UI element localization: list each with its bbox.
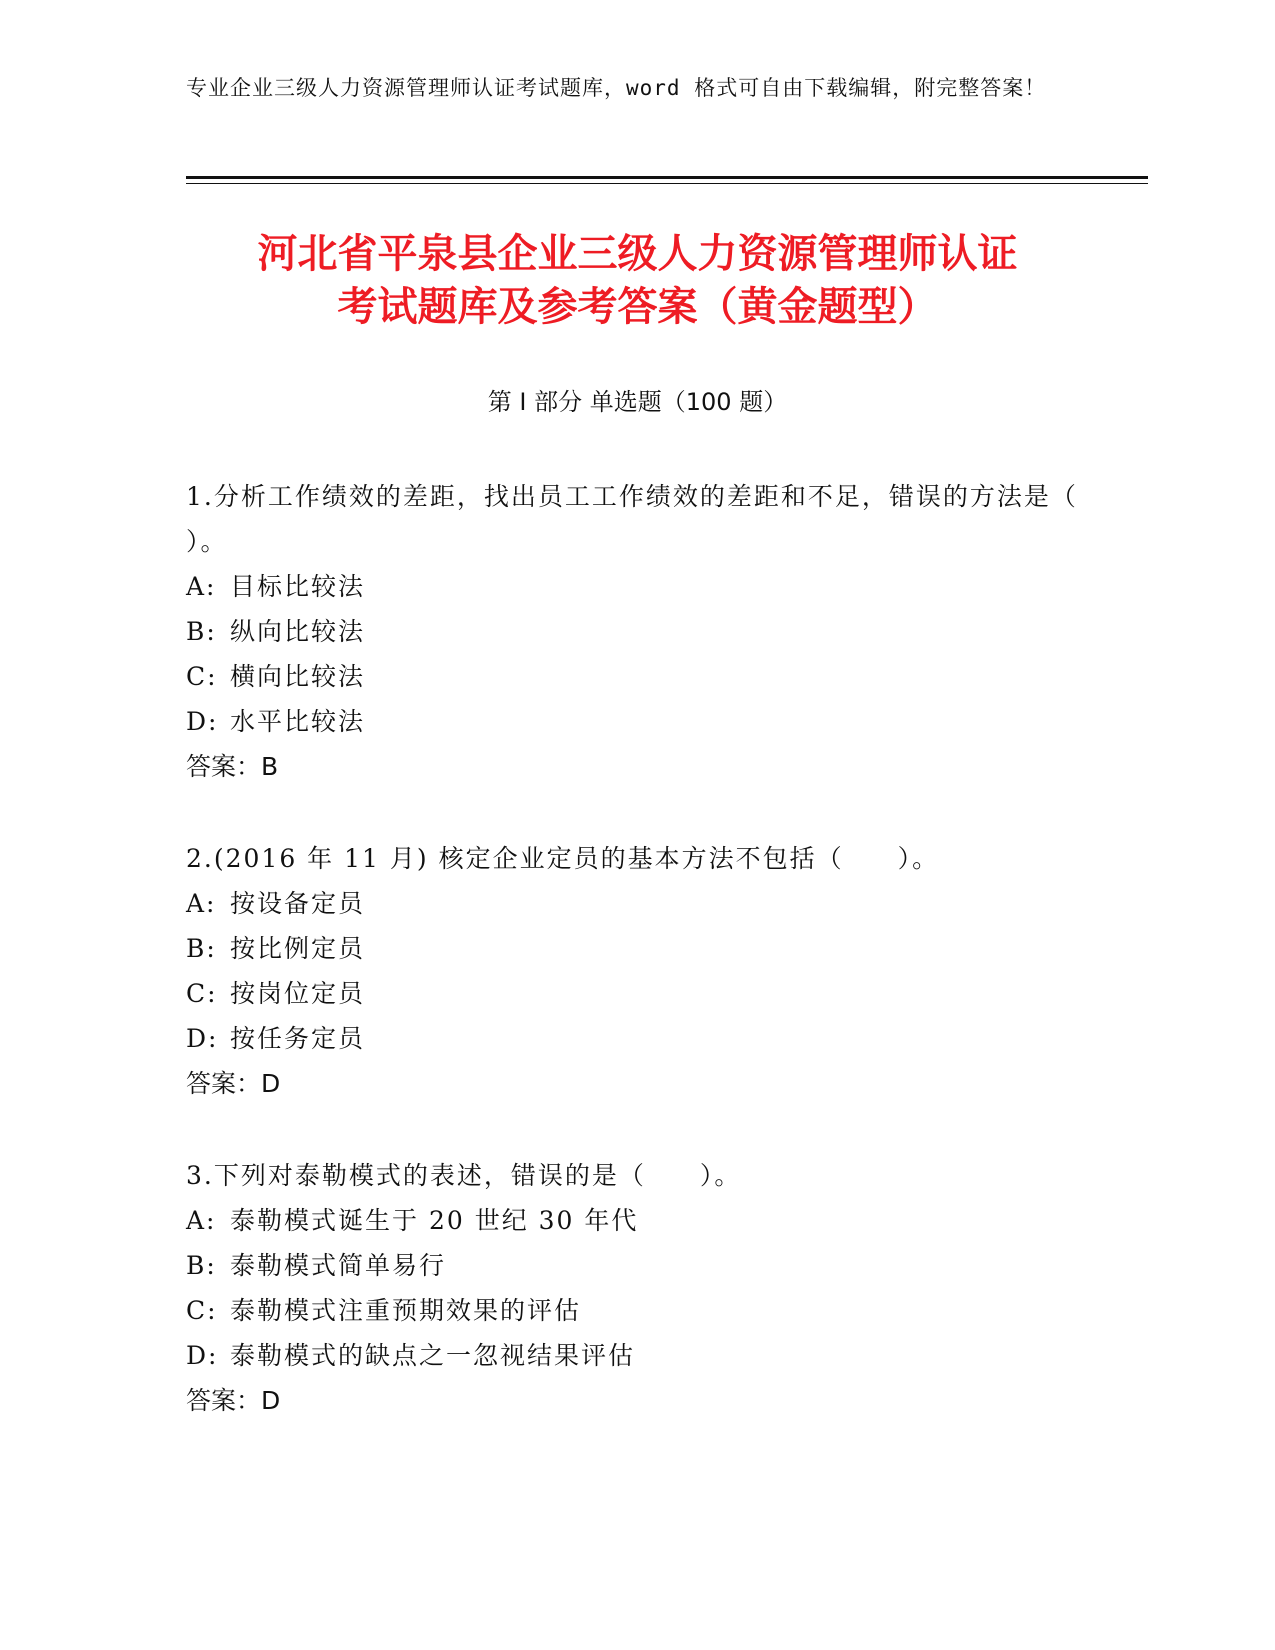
option-text: 横向比较法 [230, 662, 366, 691]
option-key: D: [186, 1341, 219, 1370]
option-d [186, 1333, 1086, 1378]
option-text: 泰勒模式诞生于 20 世纪 30 年代 [230, 1206, 639, 1235]
option-text: 按任务定员 [230, 1024, 366, 1053]
option-text: 纵向比较法 [230, 617, 366, 646]
option-a [186, 1198, 1086, 1243]
option-b [186, 609, 1086, 654]
option-d [186, 699, 1086, 744]
option-text: 泰勒模式注重预期效果的评估 [230, 1296, 582, 1325]
option-key: D: [186, 1024, 219, 1053]
question-2 [186, 836, 1086, 1107]
option-text: 按比例定员 [230, 934, 366, 963]
question-stem: 3.下列对泰勒模式的表述，错误的是（ ）。 [186, 1161, 742, 1190]
option-c [186, 654, 1086, 699]
option-c [186, 1288, 1086, 1333]
option-text: 按设备定员 [230, 889, 366, 918]
answer-line: 答案：D [186, 1386, 281, 1415]
option-text: 泰勒模式简单易行 [230, 1251, 447, 1280]
option-key: B: [186, 1251, 217, 1280]
option-key: A: [186, 1206, 217, 1235]
option-b [186, 926, 1086, 971]
option-d [186, 1016, 1086, 1061]
answer-line: 答案：B [186, 752, 279, 781]
option-key: A: [186, 572, 217, 601]
answer-line: 答案：D [186, 1069, 281, 1098]
option-b [186, 1243, 1086, 1288]
question-list [186, 474, 1086, 1424]
title-line-2: 考试题库及参考答案（黄金题型） [337, 284, 938, 330]
option-key: C: [186, 979, 218, 1008]
option-text: 水平比较法 [230, 707, 366, 736]
question-3 [186, 1153, 1086, 1424]
option-text: 泰勒模式的缺点之一忽视结果评估 [230, 1341, 636, 1370]
question-stem: 2.(2016 年 11 月) 核定企业定员的基本方法不包括（ ）。 [186, 844, 940, 873]
option-a [186, 564, 1086, 609]
document-title [150, 228, 1125, 334]
option-text: 按岗位定员 [230, 979, 366, 1008]
option-text: 目标比较法 [230, 572, 366, 601]
option-key: C: [186, 662, 218, 691]
header-divider-thin [186, 183, 1148, 184]
option-c [186, 971, 1086, 1016]
option-key: A: [186, 889, 217, 918]
option-key: B: [186, 617, 217, 646]
option-key: B: [186, 934, 217, 963]
option-a [186, 881, 1086, 926]
header-note: 专业企业三级人力资源管理师认证考试题库，word 格式可自由下载编辑，附完整答案！ [186, 76, 1047, 100]
option-key: D: [186, 707, 219, 736]
question-stem: 1.分析工作绩效的差距，找出员工工作绩效的差距和不足，错误的方法是（ ）。 [186, 482, 1078, 556]
question-1 [186, 474, 1086, 790]
section-title: 第 I 部分 单选题（100 题） [487, 388, 788, 416]
option-key: C: [186, 1296, 218, 1325]
header-divider-thick [186, 176, 1148, 179]
title-line-1: 河北省平泉县企业三级人力资源管理师认证 [257, 231, 1018, 277]
